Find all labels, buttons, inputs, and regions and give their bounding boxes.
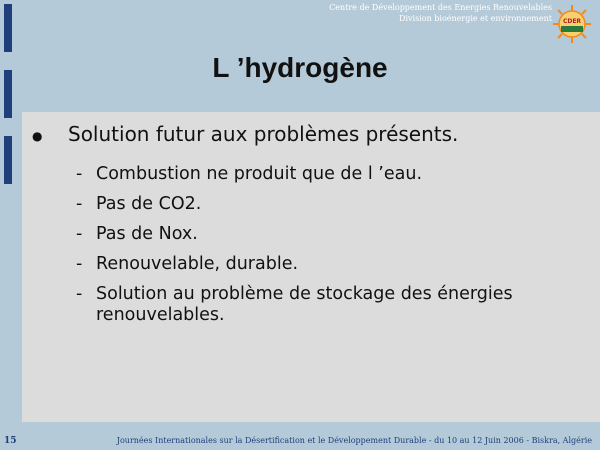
dash-marker: - [76,194,83,214]
accent-bar-3 [4,136,12,184]
main-bullet-text: Solution futur aux problèmes présents. [68,122,459,146]
accent-bar-1 [4,4,12,52]
sub-bullet-list [76,164,576,335]
sub-bullet [76,224,576,245]
page-number: 15 [4,436,17,446]
sub-bullet [76,194,576,215]
org-line-1: Centre de Développement des Energies Renouvelables [329,3,552,12]
sub-bullet-text: Combustion ne produit que de l ’eau. [96,164,423,184]
dash-marker: - [76,284,83,304]
slide-title: L ’hydrogène [212,52,388,83]
dash-marker: - [76,254,83,274]
sub-bullet-text: Pas de Nox. [96,224,198,244]
logo-text: CDER [562,18,582,25]
organization-header [329,2,552,24]
sub-bullet [76,254,576,275]
bullet-dot-icon: ● [32,128,43,143]
sub-bullet [76,164,576,185]
org-line-2: Division bioénergie et environnement [399,14,552,23]
sub-bullet-text: Pas de CO2. [96,194,202,214]
sub-bullet [76,284,576,326]
dash-marker: - [76,224,83,244]
sub-bullet-text: Renouvelable, durable. [96,254,299,274]
main-bullet [32,122,458,146]
sun-logo-icon [552,4,592,44]
footer-text: Journées Internationales sur la Désertification et le Développement Durable - du 10 au 12 Juin 2006 - Biskra, Algérie [116,436,592,445]
sub-bullet-text: Solution au problème de stockage des énergies renouvelables. [96,284,513,325]
content-panel [22,112,600,422]
dash-marker: - [76,164,83,184]
